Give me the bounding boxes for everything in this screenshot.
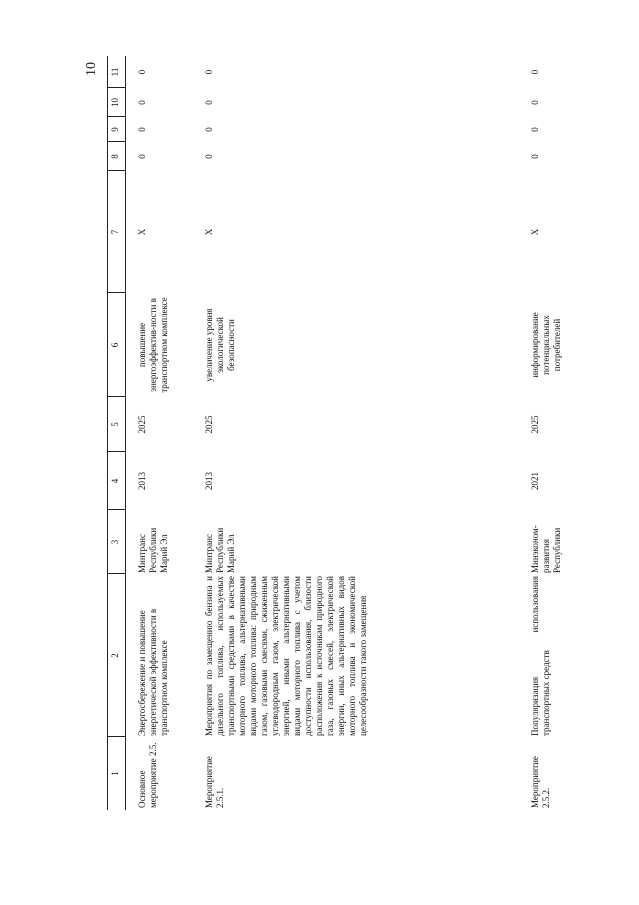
cell-col10: 0 (137, 100, 147, 105)
column-header-4: 4 (110, 478, 120, 484)
cell-activity-name: Энергосбережение и повышение энергетической эффективности в транспортном комплексе (137, 608, 169, 736)
cell-col11: 0 (204, 69, 214, 75)
cell-col7: Х (204, 228, 214, 236)
cell-start-year: 2013 (137, 472, 147, 490)
cell-col11: 0 (137, 69, 147, 75)
cell-col11: 0 (530, 69, 540, 75)
column-header-8: 8 (110, 154, 120, 159)
cell-col9: 0 (204, 127, 214, 132)
cell-col9: 0 (137, 127, 147, 132)
column-header-6: 6 (110, 342, 120, 348)
column-header-7: 7 (110, 229, 120, 235)
cell-col9: 0 (530, 127, 540, 132)
cell-executor: Минтранс Республики Марий Эл (204, 527, 236, 573)
cell-start-year: 2021 (530, 472, 540, 490)
column-header-9: 9 (110, 127, 120, 132)
column-header-5: 5 (110, 422, 120, 427)
cell-activity-name: Мероприятия по замещению бензина и дизельного топлива, используемых транспортными средствами в качестве моторного топлива, альтернативными видами моторного топлива: природным газом, газовыми смесями, сжиженным углеводородным газом, электрической энергией, иными альтернативными видами моторного топлива с учетом доступности использования, близости расположения к источникам природного газа, газовых смесей, электрической энергии, иных альтернативных видов моторного топлива и экономической целесообразности такого замещения (204, 576, 368, 736)
cell-executor: Минэконом-развития Республики (530, 525, 562, 573)
column-header-10: 10 (110, 98, 120, 107)
cell-col10: 0 (204, 100, 214, 105)
column-header-3: 3 (110, 539, 120, 545)
cell-expected-result: повышение энергоэффектив-ности в транспортном комплексе (137, 297, 169, 393)
column-header-1: 1 (110, 771, 120, 776)
cell-col8: 0 (530, 154, 540, 159)
cell-end-year: 2025 (204, 415, 214, 434)
page-number: 10 (84, 62, 99, 76)
cell-end-year: 2025 (137, 415, 147, 434)
cell-activity-number: Основное мероприятие 2.5. (137, 742, 158, 808)
cell-executor: Минтранс Республики Марий Эл (137, 527, 169, 573)
column-header-2: 2 (110, 653, 120, 658)
cell-activity-number: Мероприятие 2.5.2. (530, 756, 551, 808)
cell-col7: Х (137, 228, 147, 236)
cell-col8: 0 (137, 154, 147, 159)
cell-activity-number: Мероприятие 2.5.1. (204, 756, 225, 808)
cell-expected-result: информирование потенциальных потребителей (530, 312, 562, 378)
cell-end-year: 2025 (530, 415, 540, 434)
cell-expected-result: увеличение уровня экологической безопасности (204, 308, 236, 382)
cell-start-year: 2013 (204, 472, 214, 490)
cell-col8: 0 (204, 154, 214, 159)
cell-col7: Х (530, 228, 540, 236)
header-bottom-rule (125, 56, 126, 810)
cell-activity-name: Популяризация использования транспортных средств (530, 576, 551, 736)
column-header-11: 11 (110, 67, 120, 77)
cell-col10: 0 (530, 100, 540, 105)
